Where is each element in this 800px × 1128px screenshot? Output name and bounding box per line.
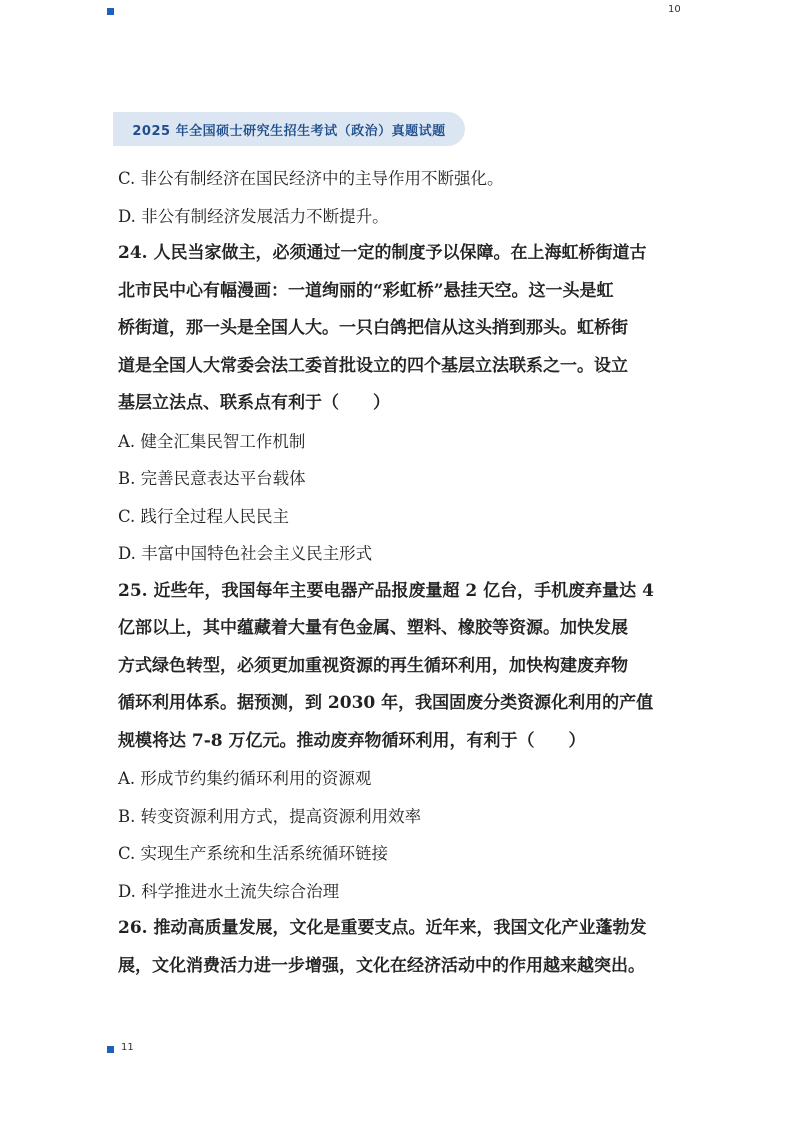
exam-title-banner: 2025 年全国硕士研究生招生考试（政治）真题试题 — [113, 112, 465, 146]
text-line: 展，文化消费活力进一步增强，文化在经济活动中的作用越来越突出。 — [118, 955, 645, 976]
page-body — [118, 160, 698, 985]
text-line: D. 非公有制经济发展活力不断提升。 — [118, 206, 389, 226]
text-line: 规模将达 7-8 万亿元。推动废弃物循环利用，有利于（ ） — [118, 730, 586, 751]
text-line: D. 丰富中国特色社会主义民主形式 — [118, 544, 373, 563]
text-line: C. 实现生产系统和生活系统循环链接 — [118, 844, 389, 863]
text-line: A. 形成节约集约循环利用的资源观 — [118, 769, 372, 788]
text-line: A. 健全汇集民智工作机制 — [118, 431, 306, 451]
text-line: 方式绿色转型，必须更加重视资源的再生循环利用，加快构建废弃物 — [118, 655, 628, 676]
text-line: 25. 近些年，我国每年主要电器产品报废量超 2 亿台，手机废弃量达 4 — [118, 580, 654, 601]
top-page-number: 10 — [668, 4, 681, 15]
text-line: 26. 推动高质量发展，文化是重要支点。近年来，我国文化产业蓬勃发 — [118, 918, 647, 938]
text-line: 24. 人民当家做主，必须通过一定的制度予以保障。在上海虹桥街道古 — [118, 243, 647, 263]
text-line: 桥街道，那一头是全国人大。一只白鸽把信从这头捎到那头。虹桥街 — [118, 318, 628, 338]
text-line: B. 完善民意表达平台载体 — [118, 469, 306, 488]
text-line: C. 非公有制经济在国民经济中的主导作用不断强化。 — [118, 169, 504, 188]
text-line: C. 践行全过程人民民主 — [118, 506, 290, 526]
text-line: 亿部以上，其中蕴藏着大量有色金属、塑料、橡胶等资源。加快发展 — [118, 618, 628, 638]
text-line: D. 科学推进水土流失综合治理 — [118, 881, 340, 901]
text-line: 北市民中心有幅漫画：一道绚丽的“彩虹桥”悬挂天空。这一头是虹 — [118, 280, 614, 301]
text-line: 循环利用体系。据预测，到 2030 年，我国固废分类资源化利用的产值 — [118, 693, 654, 713]
bottom-page-number: 11 — [121, 1042, 134, 1053]
top-corner-mark — [107, 8, 114, 15]
text-line: 基层立法点、联系点有利于（ ） — [118, 393, 390, 413]
text-line: B. 转变资源利用方式，提高资源利用效率 — [118, 806, 422, 826]
bottom-corner-mark — [107, 1046, 114, 1053]
text-line: 道是全国人大常委会法工委首批设立的四个基层立法联系之一。设立 — [118, 355, 628, 376]
